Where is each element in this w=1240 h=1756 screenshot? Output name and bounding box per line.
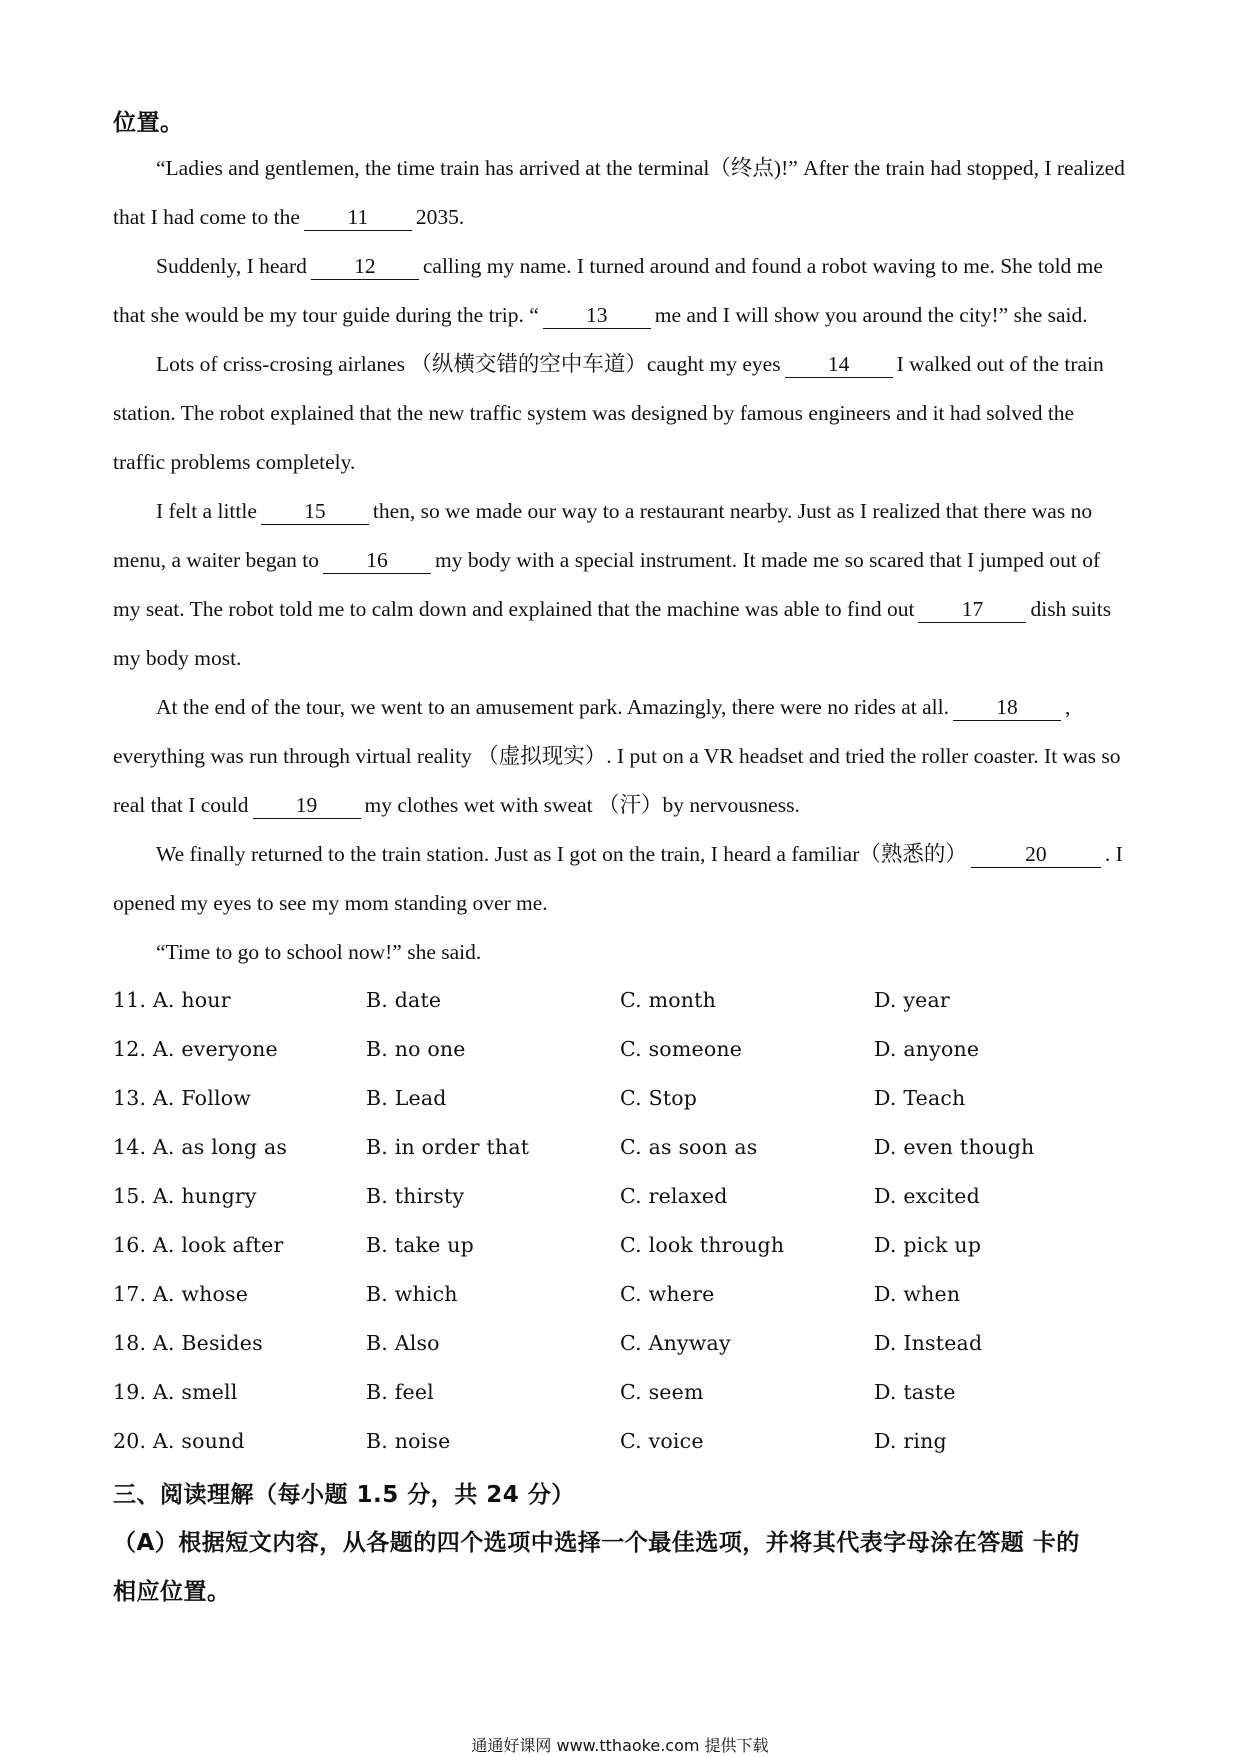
story-text: , <box>1065 695 1071 719</box>
story-line: my body most. <box>113 646 242 670</box>
blank-14: 14 <box>785 354 893 378</box>
section-instruction: 相应位置。 <box>113 1579 231 1605</box>
option-c: C. as soon as <box>620 1135 758 1159</box>
top-heading: 位置。 <box>113 110 184 136</box>
blank-15: 15 <box>261 501 369 525</box>
option-a: 18. A. Besides <box>113 1331 263 1355</box>
option-b: B. in order that <box>366 1135 530 1159</box>
story-line <box>156 844 1123 868</box>
blank-18: 18 <box>953 697 1061 721</box>
story-text: We finally returned to the train station. Just as I got on the train, I heard a familiar（熟悉的） <box>156 842 967 866</box>
section-instruction: （A）根据短文内容，从各题的四个选项中选择一个最佳选项，并将其代表字母涂在答题 卡的 <box>113 1530 1080 1556</box>
story-text: “Ladies and gentlemen, the time train has arrived at the terminal（终点)!” After the train had stopped, I realized <box>156 156 1125 180</box>
story-line <box>113 305 1088 329</box>
option-d: D. excited <box>874 1184 980 1208</box>
option-a: 19. A. smell <box>113 1380 238 1404</box>
blank-20: 20 <box>971 844 1101 868</box>
blank-13: 13 <box>543 305 651 329</box>
story-line <box>156 354 1104 378</box>
story-line <box>156 256 1103 280</box>
page-footer: 通通好课网 www.tthaoke.com 提供下载 <box>471 1736 769 1755</box>
story-line: opened my eyes to see my mom standing over me. <box>113 891 548 915</box>
option-d: D. ring <box>874 1429 947 1453</box>
story-text: At the end of the tour, we went to an amusement park. Amazingly, there were no rides at all. <box>156 695 949 719</box>
option-b: B. Lead <box>366 1086 447 1110</box>
story-line: “Time to go to school now!” she said. <box>156 940 482 964</box>
story-text: then, so we made our way to a restaurant nearby. Just as I realized that there was no <box>372 499 1093 523</box>
story-text: Suddenly, I heard <box>156 254 307 278</box>
option-d: D. pick up <box>874 1233 982 1257</box>
story-line <box>156 501 1092 525</box>
option-c: C. where <box>620 1282 715 1306</box>
option-c: C. voice <box>620 1429 704 1453</box>
story-text: dish suits <box>1030 597 1112 621</box>
option-c: C. Anyway <box>620 1331 731 1355</box>
option-a: 12. A. everyone <box>113 1037 278 1061</box>
story-text: menu, a waiter began to <box>113 548 319 572</box>
story-line <box>113 550 1100 574</box>
story-text: calling my name. I turned around and found a robot waving to me. She told me <box>422 254 1103 278</box>
story-line: station. The robot explained that the new traffic system was designed by famous engineers and it had solved the <box>113 401 1075 425</box>
story-text: me and I will show you around the city!” she said. <box>654 303 1088 327</box>
blank-17: 17 <box>918 599 1026 623</box>
option-d: D. Teach <box>874 1086 966 1110</box>
story-text: real that I could <box>113 793 249 817</box>
story-text: Lots of criss-crosing airlanes （纵横交错的空中车道）caught my eyes <box>156 352 781 376</box>
option-a: 15. A. hungry <box>113 1184 257 1208</box>
option-d: D. when <box>874 1282 961 1306</box>
option-a: 11. A. hour <box>113 988 231 1012</box>
story-text: I felt a little <box>156 499 257 523</box>
blank-12: 12 <box>311 256 419 280</box>
story-text: I walked out of the train <box>896 352 1104 376</box>
option-c: C. Stop <box>620 1086 698 1110</box>
story-line: traffic problems completely. <box>113 450 356 474</box>
option-b: B. which <box>366 1282 458 1306</box>
option-d: D. year <box>874 988 950 1012</box>
story-text: my seat. The robot told me to calm down and explained that the machine was able to find out <box>113 597 915 621</box>
option-b: B. date <box>366 988 442 1012</box>
blank-11: 11 <box>304 207 412 231</box>
option-b: B. no one <box>366 1037 466 1061</box>
story-text: that she would be my tour guide during the trip. “ <box>113 303 539 327</box>
option-a: 17. A. whose <box>113 1282 249 1306</box>
blank-16: 16 <box>323 550 431 574</box>
option-a: 16. A. look after <box>113 1233 284 1257</box>
story-line <box>113 207 464 231</box>
option-a: 20. A. sound <box>113 1429 245 1453</box>
option-b: B. take up <box>366 1233 474 1257</box>
option-c: C. look through <box>620 1233 785 1257</box>
story-text: that I had come to the <box>113 205 300 229</box>
option-a: 14. A. as long as <box>113 1135 288 1159</box>
option-b: B. Also <box>366 1331 440 1355</box>
option-d: D. anyone <box>874 1037 980 1061</box>
option-a: 13. A. Follow <box>113 1086 252 1110</box>
blank-19: 19 <box>253 795 361 819</box>
option-d: D. taste <box>874 1380 956 1404</box>
section-title: 三、阅读理解（每小题 1.5 分，共 24 分） <box>113 1482 575 1508</box>
option-b: B. noise <box>366 1429 451 1453</box>
story-text: . I <box>1104 842 1123 866</box>
story-text: 2035. <box>415 205 465 229</box>
story-line <box>156 158 1125 180</box>
story-text: my body with a special instrument. It made me so scared that I jumped out of <box>434 548 1101 572</box>
story-line: everything was run through virtual reality （虚拟现实）. I put on a VR headset and tried the roller coaster. It was so <box>113 744 1121 768</box>
story-line <box>113 599 1111 623</box>
option-d: D. Instead <box>874 1331 983 1355</box>
option-c: C. month <box>620 988 717 1012</box>
option-c: C. seem <box>620 1380 704 1404</box>
option-c: C. relaxed <box>620 1184 728 1208</box>
option-d: D. even though <box>874 1135 1035 1159</box>
story-text: my clothes wet with sweat （汗）by nervousness. <box>364 793 800 817</box>
story-line <box>156 697 1070 721</box>
option-b: B. feel <box>366 1380 434 1404</box>
option-c: C. someone <box>620 1037 743 1061</box>
option-b: B. thirsty <box>366 1184 465 1208</box>
story-line <box>113 795 800 819</box>
